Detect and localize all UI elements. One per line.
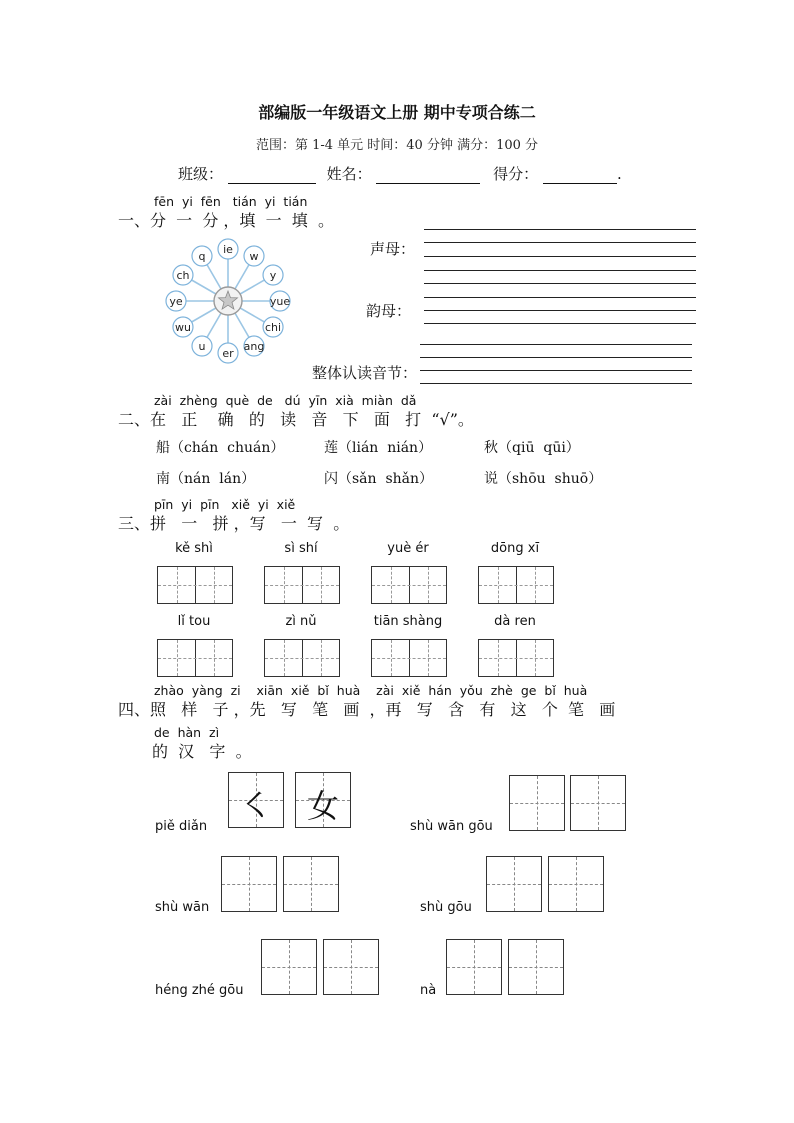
reading-option[interactable]: 闪（sǎn shǎn） <box>324 471 434 487</box>
word-pinyin: tiān shàng <box>373 614 443 629</box>
reading-option[interactable]: 说（shōu shuō） <box>484 471 603 487</box>
example-char-box <box>295 772 351 828</box>
word-pinyin: lǐ tou <box>177 614 211 629</box>
wheel-label: u <box>198 340 206 354</box>
wheel-label: ang <box>243 340 265 354</box>
writing-grid[interactable] <box>478 639 554 677</box>
stroke-name: piě diǎn <box>155 819 208 834</box>
q2-heading: 二、在 正 确 的 读 音 下 面 打 “√”。 <box>118 410 474 429</box>
word-pinyin: zì nǔ <box>285 614 317 629</box>
stroke-name: shù wān gōu <box>410 819 493 834</box>
answer-line[interactable] <box>424 256 696 257</box>
reading-option[interactable]: 南（nán lán） <box>156 471 256 487</box>
q4-pinyin: zhào yàng zi xiān xiě bǐ huà zài xiě hán yǒu zhè ge bǐ huà <box>154 683 588 698</box>
zhengti-label: 整体认读音节： <box>312 364 418 382</box>
answer-line[interactable] <box>420 344 692 345</box>
wheel-label: wu <box>174 321 191 334</box>
writing-grid[interactable] <box>371 566 447 604</box>
score-label: 得分： <box>493 165 539 183</box>
q4-pinyin-2: de hàn zì <box>154 725 220 740</box>
example-stroke-box <box>228 772 284 828</box>
end-dot: . <box>616 165 622 183</box>
q1-pinyin: fēn yi fēn tián yi tián <box>154 194 308 209</box>
answer-line[interactable] <box>424 229 696 230</box>
wheel-label: ch <box>176 269 190 282</box>
stroke-name: héng zhé gōu <box>155 983 244 998</box>
word-pinyin: dà ren <box>494 614 536 629</box>
example-stroke: ㇛ <box>239 787 272 825</box>
stroke-name: nà <box>420 983 437 998</box>
word-pinyin: sì shí <box>284 541 318 556</box>
q1-heading: 一、分 一 分 ，填 一 填 。 <box>118 211 334 230</box>
answer-line[interactable] <box>424 283 696 284</box>
class-label: 班级： <box>178 165 224 183</box>
tian-grid[interactable] <box>570 775 626 831</box>
tian-grid[interactable] <box>446 939 502 995</box>
writing-grid[interactable] <box>157 639 233 677</box>
writing-grid[interactable] <box>478 566 554 604</box>
name-label: 姓名： <box>326 165 372 183</box>
info-line <box>178 163 622 184</box>
wheel-label: yue <box>269 295 291 308</box>
q3-pinyin: pīn yi pīn xiě yi xiě <box>154 497 296 512</box>
answer-line[interactable] <box>424 242 696 243</box>
name-blank[interactable] <box>376 169 480 184</box>
word-pinyin: yuè ér <box>387 541 429 556</box>
q4-heading-2: 的 汉 字 。 <box>152 742 252 761</box>
wheel-label: y <box>269 269 277 282</box>
tian-grid[interactable] <box>508 939 564 995</box>
answer-line[interactable] <box>424 323 696 324</box>
page-title: 部编版一年级语文上册 期中专项合练二 <box>258 103 536 122</box>
class-blank[interactable] <box>228 169 316 184</box>
q3-heading: 三、拼 一 拼 ，写 一 写 。 <box>118 514 350 533</box>
answer-line[interactable] <box>420 370 692 371</box>
wheel-label: chi <box>264 321 282 334</box>
wheel-label: w <box>249 249 259 263</box>
answer-line[interactable] <box>424 310 696 311</box>
writing-grid[interactable] <box>371 639 447 677</box>
word-pinyin: dōng xī <box>490 541 540 556</box>
tian-grid[interactable] <box>221 856 277 912</box>
wheel-label: er <box>222 347 234 360</box>
reading-option[interactable]: 莲（lián nián） <box>324 440 433 456</box>
writing-grid[interactable] <box>157 566 233 604</box>
exam-subtitle: 范围：第 1-4 单元 时间：40 分钟 满分：100 分 <box>255 138 539 153</box>
reading-option[interactable]: 秋（qiū qūi） <box>484 440 580 456</box>
answer-line[interactable] <box>420 357 692 358</box>
stroke-name: shù gōu <box>420 900 472 915</box>
reading-option[interactable]: 船（chán chuán） <box>156 440 285 456</box>
answer-line[interactable] <box>424 297 696 298</box>
tian-grid[interactable] <box>548 856 604 912</box>
word-pinyin: kě shì <box>175 541 213 556</box>
writing-grid[interactable] <box>264 566 340 604</box>
phonics-wheel <box>160 238 296 364</box>
wheel-label: ye <box>169 295 183 308</box>
tian-grid[interactable] <box>283 856 339 912</box>
q2-pinyin: zài zhèng què de dú yīn xià miàn dǎ <box>154 393 417 408</box>
tian-grid[interactable] <box>323 939 379 995</box>
stroke-name: shù wān <box>155 900 210 915</box>
answer-line[interactable] <box>424 270 696 271</box>
example-char: 女 <box>306 787 339 825</box>
tian-grid[interactable] <box>261 939 317 995</box>
shengmu-label: 声母： <box>370 240 416 258</box>
tian-grid[interactable] <box>509 775 565 831</box>
answer-line[interactable] <box>420 383 692 384</box>
wheel-label: ie <box>223 243 233 256</box>
tian-grid[interactable] <box>486 856 542 912</box>
writing-grid[interactable] <box>264 639 340 677</box>
score-blank[interactable] <box>543 169 617 184</box>
yunmu-label: 韵母： <box>366 302 412 320</box>
q4-heading: 四、照 样 子 ，先 写 笔 画 ，再 写 含 有 这 个 笔 画 <box>118 700 616 719</box>
wheel-label: q <box>198 249 206 263</box>
